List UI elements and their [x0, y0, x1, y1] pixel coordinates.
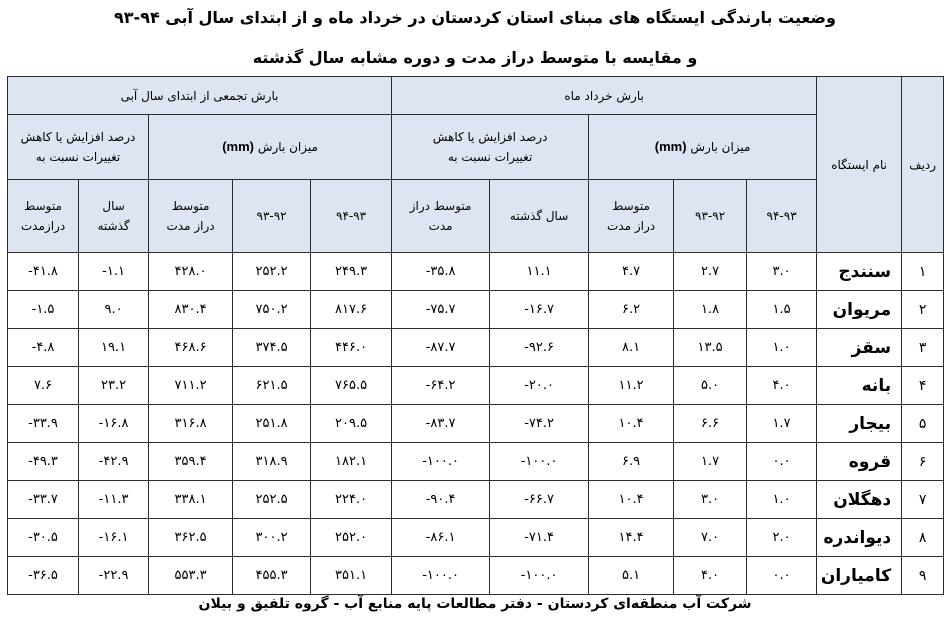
- month-rain-9394: ۳.۰: [747, 253, 817, 291]
- row-number: ۶: [902, 443, 944, 481]
- month-change-vs-longterm: -۸۶.۱: [392, 519, 490, 557]
- cumulative-rain-longterm-avg: ۷۱۱.۲: [149, 367, 233, 405]
- unit-label: (mm): [654, 139, 687, 154]
- month-rain-9394: ۲.۰: [747, 519, 817, 557]
- cumulative-rain-9293: ۲۵۲.۵: [233, 481, 311, 519]
- cumulative-change-vs-longterm: -۱.۵: [8, 291, 79, 329]
- month-change-vs-prev-year: ۱۱.۱: [490, 253, 589, 291]
- header-cumulative-vs-prev-year: [79, 180, 149, 253]
- month-rain-longterm-avg: ۶.۲: [589, 291, 674, 329]
- header-cumulative-change: [8, 115, 149, 180]
- station-name: کامیاران: [817, 557, 902, 595]
- cumulative-rain-9394: ۱۸۲.۱: [311, 443, 392, 481]
- cumulative-rain-9394: ۲۲۴.۰: [311, 481, 392, 519]
- cumulative-change-vs-longterm: -۳۳.۷: [8, 481, 79, 519]
- month-rain-9394: ۴.۰: [747, 367, 817, 405]
- cumulative-rain-9293: ۲۵۱.۸: [233, 405, 311, 443]
- station-name: مریوان: [817, 291, 902, 329]
- unit-label: (mm): [222, 139, 255, 154]
- rain-amount-label: میزان بارش: [257, 140, 318, 154]
- change-label-line2: تغییرات نسبت به: [447, 150, 533, 164]
- cumulative-rain-9293: ۳۰۰.۲: [233, 519, 311, 557]
- header-cumulative-vs-longterm: [8, 180, 79, 253]
- header-month-9293: ۹۳-۹۲: [674, 180, 747, 253]
- row-number: ۹: [902, 557, 944, 595]
- month-rain-9293: ۱.۸: [674, 291, 747, 329]
- month-change-vs-prev-year: -۱۰۰.۰: [490, 557, 589, 595]
- month-rain-longterm-avg: ۴.۷: [589, 253, 674, 291]
- header-month-vs-prev-year: سال گذشته: [490, 180, 589, 253]
- cumulative-rain-9293: ۳۷۴.۵: [233, 329, 311, 367]
- table-row: [8, 519, 944, 557]
- cumulative-change-vs-prev-year: ۲۳.۲: [79, 367, 149, 405]
- month-change-vs-prev-year: -۶۶.۷: [490, 481, 589, 519]
- station-name: بیجار: [817, 405, 902, 443]
- row-number: ۳: [902, 329, 944, 367]
- month-change-vs-longterm: -۸۳.۷: [392, 405, 490, 443]
- cumulative-rain-longterm-avg: ۵۵۳.۳: [149, 557, 233, 595]
- month-rain-9394: ۰.۰: [747, 557, 817, 595]
- table-row: [8, 557, 944, 595]
- cumulative-change-vs-prev-year: -۱۶.۱: [79, 519, 149, 557]
- month-rain-9293: ۱.۷: [674, 443, 747, 481]
- month-change-vs-prev-year: -۲۰.۰: [490, 367, 589, 405]
- month-change-vs-prev-year: -۷۴.۲: [490, 405, 589, 443]
- month-rain-9394: ۱.۵: [747, 291, 817, 329]
- month-change-vs-longterm: -۱۰۰.۰: [392, 557, 490, 595]
- month-rain-9394: ۰.۰: [747, 443, 817, 481]
- cumulative-change-vs-longterm: -۳۰.۵: [8, 519, 79, 557]
- cum-vs-avg-line1: متوسط: [24, 199, 62, 213]
- month-change-vs-longterm: -۹۰.۴: [392, 481, 490, 519]
- cumulative-rain-longterm-avg: ۳۶۲.۵: [149, 519, 233, 557]
- cumulative-rain-9293: ۷۵۰.۲: [233, 291, 311, 329]
- cumulative-rain-9394: ۲۴۹.۳: [311, 253, 392, 291]
- rainfall-table: [7, 76, 944, 595]
- month-rain-9394: ۱.۰: [747, 329, 817, 367]
- row-number: ۲: [902, 291, 944, 329]
- header-month-vs-longterm: [392, 180, 490, 253]
- cumulative-change-vs-prev-year: -۱۱.۳: [79, 481, 149, 519]
- cumulative-rain-9394: ۷۶۵.۵: [311, 367, 392, 405]
- cumulative-change-vs-longterm: -۴۹.۳: [8, 443, 79, 481]
- month-rain-9293: ۱۳.۵: [674, 329, 747, 367]
- rain-amount-label: میزان بارش: [690, 140, 751, 154]
- cumulative-change-vs-longterm: -۳۶.۵: [8, 557, 79, 595]
- table-body: [8, 253, 944, 595]
- month-rain-9394: ۱.۰: [747, 481, 817, 519]
- month-change-vs-longterm: -۸۷.۷: [392, 329, 490, 367]
- table-row: [8, 405, 944, 443]
- report-footer: شرکت آب منطقه‌ای کردستان - دفتر مطالعات پایه منابع آب - گروه تلفیق و بیلان: [198, 596, 752, 612]
- cum-avg-line1: متوسط: [171, 199, 210, 213]
- report-title: وضعیت بارندگی ایستگاه های مبنای استان کردستان در خرداد ماه و از ابتدای سال آبی ۹۴-۹۳: [114, 8, 836, 27]
- month-change-vs-prev-year: -۱۶.۷: [490, 291, 589, 329]
- header-month-longterm-avg: [589, 180, 674, 253]
- cumulative-rain-9293: ۴۵۵.۳: [233, 557, 311, 595]
- cumulative-rain-longterm-avg: ۴۶۸.۶: [149, 329, 233, 367]
- row-number: ۴: [902, 367, 944, 405]
- header-month-change: [392, 115, 589, 180]
- cumulative-change-vs-longterm: -۳۳.۹: [8, 405, 79, 443]
- cumulative-change-vs-prev-year: ۱۹.۱: [79, 329, 149, 367]
- change-label-line2: تغییرات نسبت به: [35, 150, 121, 164]
- month-rain-longterm-avg: ۱۰.۴: [589, 481, 674, 519]
- header-row-number: ردیف: [902, 77, 944, 253]
- cumulative-rain-9394: ۴۴۶.۰: [311, 329, 392, 367]
- month-rain-9293: ۳.۰: [674, 481, 747, 519]
- station-name: قروه: [817, 443, 902, 481]
- month-vs-avg-line2: مدت: [428, 219, 453, 233]
- cum-vs-avg-line2: درازمدت: [20, 219, 66, 233]
- month-change-vs-prev-year: -۷۱.۴: [490, 519, 589, 557]
- cumulative-rain-longterm-avg: ۳۱۶.۸: [149, 405, 233, 443]
- header-cumulative-longterm-avg: [149, 180, 233, 253]
- station-name: دیواندره: [817, 519, 902, 557]
- table-row: [8, 443, 944, 481]
- cumulative-change-vs-prev-year: -۱۶.۸: [79, 405, 149, 443]
- month-rain-9293: ۶.۶: [674, 405, 747, 443]
- table-row: [8, 291, 944, 329]
- report-subtitle: و مقایسه با متوسط دراز مدت و دوره مشابه سال گذشته: [252, 48, 698, 67]
- table-row: [8, 253, 944, 291]
- row-number: ۸: [902, 519, 944, 557]
- cumulative-change-vs-longterm: ۷.۶: [8, 367, 79, 405]
- row-number: ۷: [902, 481, 944, 519]
- table-row: [8, 367, 944, 405]
- cumulative-rain-longterm-avg: ۳۳۸.۱: [149, 481, 233, 519]
- cumulative-change-vs-longterm: -۴.۸: [8, 329, 79, 367]
- cumulative-change-vs-prev-year: -۴۲.۹: [79, 443, 149, 481]
- header-month-rain-amount: [589, 115, 817, 180]
- cum-prev-line1: سال: [102, 199, 125, 213]
- month-rain-longterm-avg: ۱۰.۴: [589, 405, 674, 443]
- header-cumulative-group: بارش تجمعی از ابتدای سال آبی: [8, 77, 392, 115]
- header-station-name: نام ایستگاه: [817, 77, 902, 253]
- table-row: [8, 329, 944, 367]
- cumulative-change-vs-prev-year: ۹.۰: [79, 291, 149, 329]
- cumulative-rain-9394: ۲۵۲.۰: [311, 519, 392, 557]
- header-cumulative-9293: ۹۳-۹۲: [233, 180, 311, 253]
- change-label-line1: درصد افزایش یا کاهش: [20, 130, 136, 144]
- cumulative-rain-9293: ۶۲۱.۵: [233, 367, 311, 405]
- month-change-vs-longterm: -۳۵.۸: [392, 253, 490, 291]
- month-avg-line2: دراز مدت: [607, 219, 656, 233]
- cum-avg-line2: دراز مدت: [166, 219, 215, 233]
- table-row: [8, 481, 944, 519]
- cumulative-rain-9394: ۸۱۷.۶: [311, 291, 392, 329]
- month-rain-longterm-avg: ۸.۱: [589, 329, 674, 367]
- header-cumulative-9394: ۹۴-۹۳: [311, 180, 392, 253]
- cumulative-rain-9394: ۳۵۱.۱: [311, 557, 392, 595]
- month-rain-longterm-avg: ۵.۱: [589, 557, 674, 595]
- cumulative-rain-longterm-avg: ۸۳۰.۴: [149, 291, 233, 329]
- cumulative-change-vs-longterm: -۴۱.۸: [8, 253, 79, 291]
- month-change-vs-longterm: -۷۵.۷: [392, 291, 490, 329]
- header-month-group: بارش خرداد ماه: [392, 77, 817, 115]
- month-change-vs-prev-year: -۱۰۰.۰: [490, 443, 589, 481]
- station-name: سنندج: [817, 253, 902, 291]
- cumulative-rain-9394: ۲۰۹.۵: [311, 405, 392, 443]
- cumulative-change-vs-prev-year: -۲۲.۹: [79, 557, 149, 595]
- month-rain-longterm-avg: ۶.۹: [589, 443, 674, 481]
- header-month-9394: ۹۴-۹۳: [747, 180, 817, 253]
- month-change-vs-prev-year: -۹۲.۶: [490, 329, 589, 367]
- cumulative-rain-9293: ۲۵۲.۲: [233, 253, 311, 291]
- change-label-line1: درصد افزایش یا کاهش: [432, 130, 548, 144]
- month-avg-line1: متوسط: [612, 199, 650, 213]
- month-rain-9394: ۱.۷: [747, 405, 817, 443]
- month-rain-9293: ۴.۰: [674, 557, 747, 595]
- cumulative-change-vs-prev-year: -۱.۱: [79, 253, 149, 291]
- month-change-vs-longterm: -۱۰۰.۰: [392, 443, 490, 481]
- month-rain-9293: ۷.۰: [674, 519, 747, 557]
- cumulative-rain-longterm-avg: ۴۲۸.۰: [149, 253, 233, 291]
- cum-prev-line2: گذشته: [97, 219, 130, 233]
- station-name: سقز: [817, 329, 902, 367]
- month-rain-longterm-avg: ۱۱.۲: [589, 367, 674, 405]
- row-number: ۱: [902, 253, 944, 291]
- row-number: ۵: [902, 405, 944, 443]
- cumulative-rain-9293: ۳۱۸.۹: [233, 443, 311, 481]
- month-rain-longterm-avg: ۱۴.۴: [589, 519, 674, 557]
- month-vs-avg-line1: متوسط دراز: [409, 199, 472, 213]
- month-change-vs-longterm: -۶۴.۲: [392, 367, 490, 405]
- cumulative-rain-longterm-avg: ۳۵۹.۴: [149, 443, 233, 481]
- station-name: بانه: [817, 367, 902, 405]
- month-rain-9293: ۲.۷: [674, 253, 747, 291]
- month-rain-9293: ۵.۰: [674, 367, 747, 405]
- header-cumulative-rain-amount: [149, 115, 392, 180]
- station-name: دهگلان: [817, 481, 902, 519]
